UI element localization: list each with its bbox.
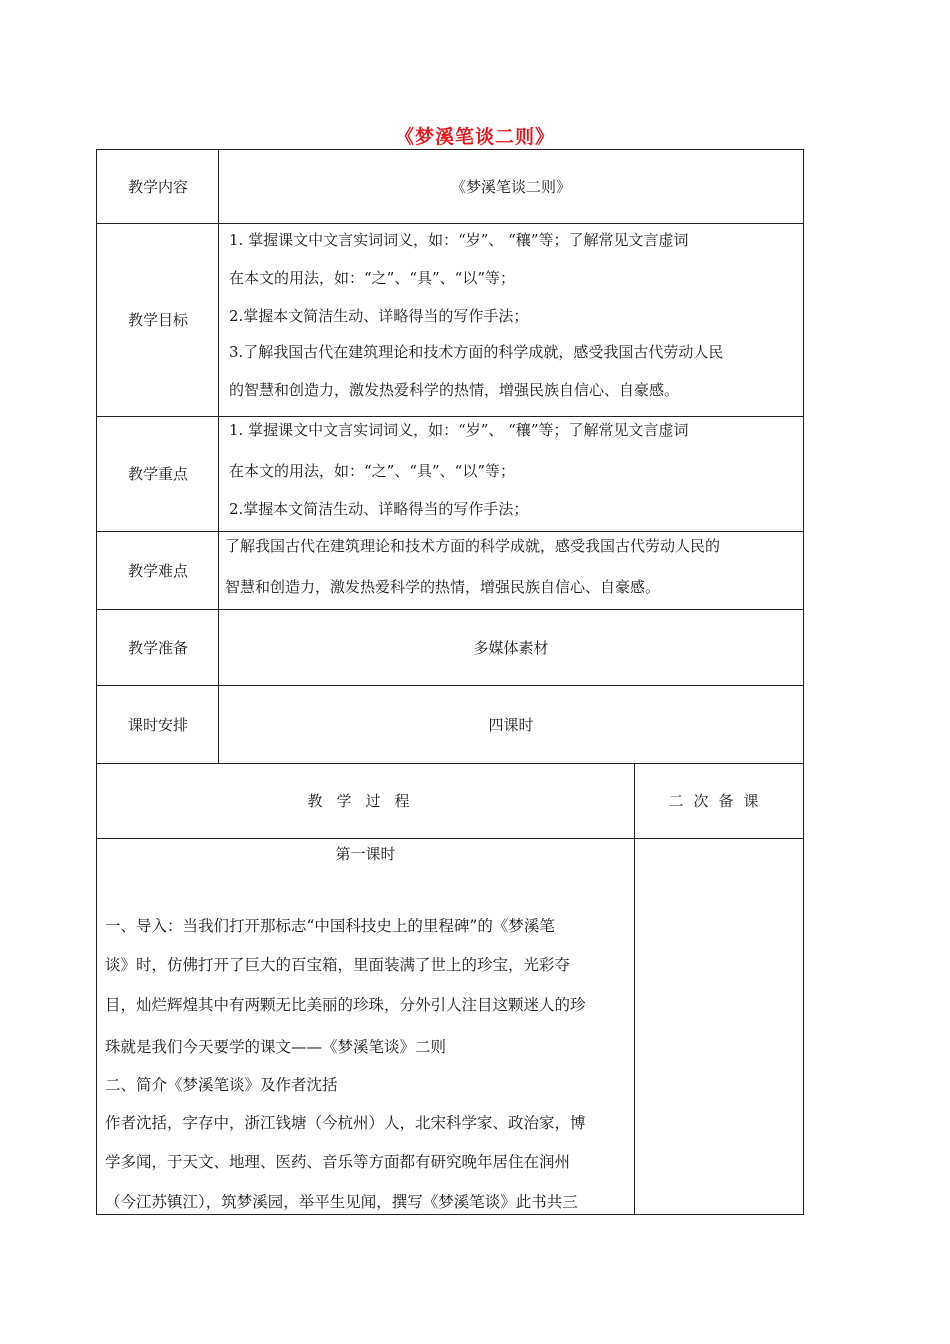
label-teaching-goals: 教学目标: [127, 311, 188, 329]
teaching-goals-line: 2.掌握本文简洁生动、详略得当的写作手法；: [229, 307, 529, 325]
label-difficulties: 教学难点: [127, 561, 188, 580]
process-line: 作者沈括，字存中，浙江钱塘（今杭州）人，北宋科学家、政治家，博: [105, 1114, 586, 1132]
process-line: 一、导入：当我们打开那标志“中国科技史上的里程碑”的《梦溪笔: [105, 917, 555, 935]
schedule-value: 四课时: [488, 715, 534, 734]
key-points-line: 在本文的用法，如：“之”、“具”、“以”等；: [229, 462, 516, 480]
teaching-content-value: 《梦溪笔谈二则》: [450, 178, 571, 196]
row-divider: [97, 838, 803, 839]
process-line: 目，灿烂辉煌其中有两颗无比美丽的珍珠，分外引人注目这颗迷人的珍: [105, 996, 586, 1014]
preparation-value: 多媒体素材: [473, 638, 549, 657]
document-title: 《梦溪笔谈二则》: [394, 126, 555, 148]
notes-header-cell: [634, 763, 803, 838]
process-line: （今江苏镇江），筑梦溪园，举平生见闻，撰写《梦溪笔谈》此书共三: [105, 1193, 578, 1211]
process-header-cell: [97, 763, 634, 838]
lesson-plan-table: [96, 149, 804, 1215]
process-line: 珠就是我们今天要学的课文——《梦溪笔谈》二则: [105, 1038, 447, 1056]
label-teaching-content: 教学内容: [127, 178, 188, 196]
teaching-goals-line: 在本文的用法，如：“之”、“具”、“以”等；: [229, 269, 516, 287]
teaching-goals-line: 3.了解我国古代在建筑理论和技术方面的科学成就，感受我国古代劳动人民: [229, 343, 724, 361]
key-points-line: 2.掌握本文简洁生动、详略得当的写作手法；: [229, 500, 529, 518]
difficulties-line: 了解我国古代在建筑理论和技术方面的科学成就，感受我国古代劳动人民的: [225, 537, 721, 555]
label-key-points: 教学重点: [127, 465, 188, 483]
lesson-title: 第一课时: [335, 845, 396, 863]
process-line: 二、简介《梦溪笔谈》及作者沈括: [105, 1076, 338, 1094]
process-header: 教学过程: [307, 792, 424, 810]
teaching-goals-line: 1. 掌握课文中文言实词词义，如：“岁”、 “穰”等；了解常见文言虚词: [229, 231, 689, 249]
teaching-goals-line: 的智慧和创造力，激发热爱科学的热情，增强民族自信心、自豪感。: [229, 381, 680, 399]
process-line: 谈》时，仿佛打开了巨大的百宝箱，里面装满了世上的珍宝，光彩夺: [105, 956, 571, 974]
label-schedule: 课时安排: [127, 715, 188, 734]
label-preparation: 教学准备: [127, 638, 188, 657]
difficulties-line: 智慧和创造力，激发热爱科学的热情，增强民族自信心、自豪感。: [225, 578, 661, 596]
key-points-line: 1. 掌握课文中文言实词词义，如：“岁”、 “穰”等；了解常见文言虚词: [229, 421, 689, 439]
notes-header: 二次备课: [668, 792, 769, 810]
process-line: 学多闻，于天文、地理、医药、音乐等方面都有研究晚年居住在润州: [105, 1153, 571, 1171]
